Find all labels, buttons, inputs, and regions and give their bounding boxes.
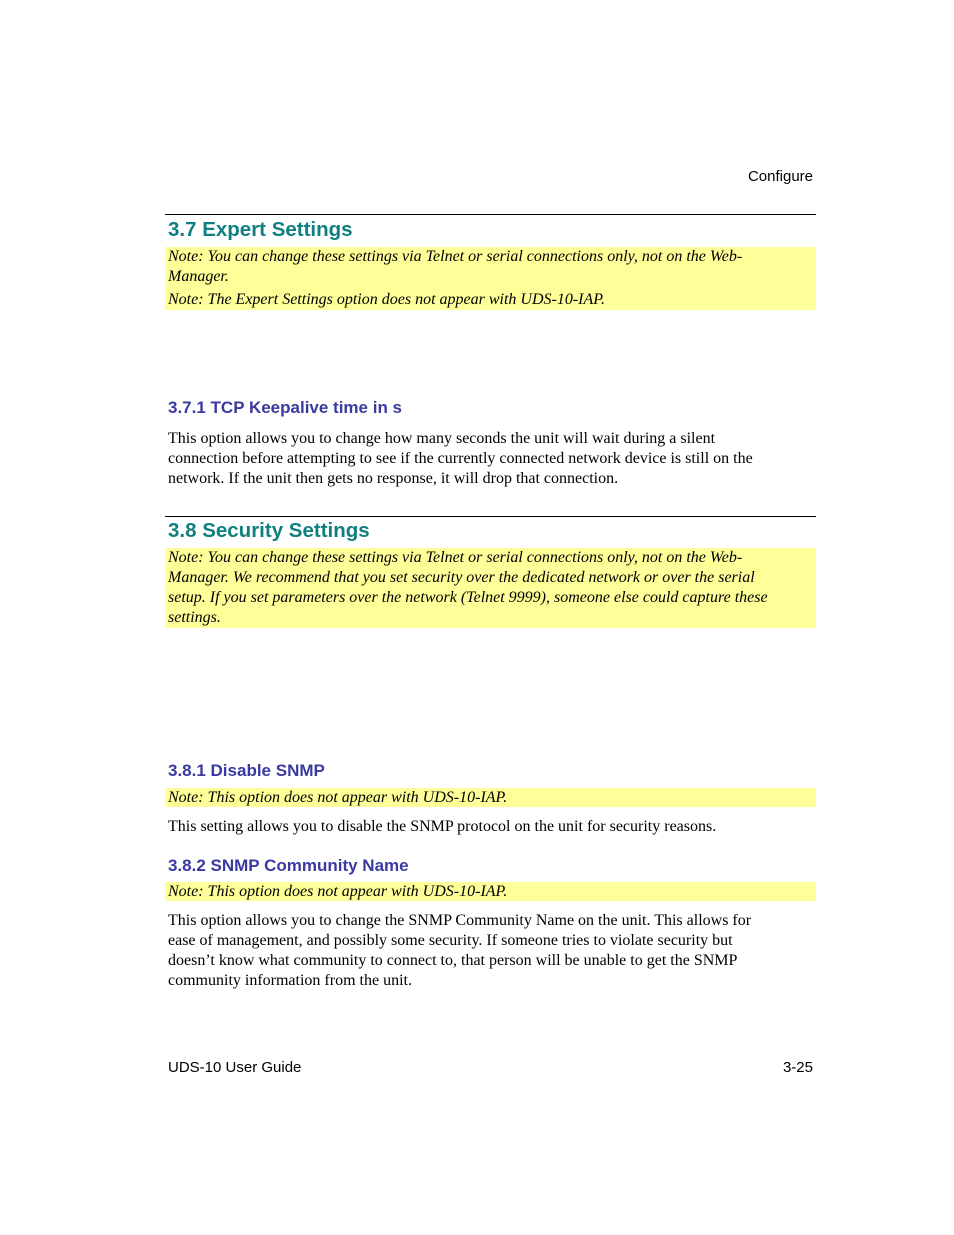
note-box-expert <box>165 247 816 310</box>
text-line: This option allows you to change how many seconds the unit will wait during a silent <box>168 430 716 447</box>
note-box-security <box>165 548 816 628</box>
note-line: Manager. <box>168 268 229 285</box>
footer-title: UDS-10 User Guide <box>168 1059 302 1076</box>
note-line: Manager. We recommend that you set security over the dedicated network or over the serial <box>168 569 755 586</box>
heading-expert-settings: 3.7 Expert Settings <box>168 218 353 241</box>
text-line: network. If the unit then gets no response, it will drop that connection. <box>168 470 619 487</box>
note-line: Note: This option does not appear with UDS-10-IAP. <box>168 883 508 900</box>
note-line: Note: You can change these settings via Telnet or serial connections only, not on the Web- <box>168 248 743 265</box>
heading-disable-snmp: 3.8.1 Disable SNMP <box>168 761 325 780</box>
note-line: Note: You can change these settings via Telnet or serial connections only, not on the Web- <box>168 549 743 566</box>
text-line: community information from the unit. <box>168 972 412 989</box>
text-line: ease of management, and possibly some security. If someone tries to violate security but <box>168 932 733 949</box>
running-header: Configure <box>747 168 813 185</box>
text-line: This setting allows you to disable the SNMP protocol on the unit for security reasons. <box>168 818 717 835</box>
heading-tcp-keepalive: 3.7.1 TCP Keepalive time in s <box>168 398 403 417</box>
heading-snmp-community-name: 3.8.2 SNMP Community Name <box>168 856 409 875</box>
note-line: Note: This option does not appear with UDS-10-IAP. <box>168 789 508 806</box>
note-box-community-name <box>165 882 816 901</box>
text-line: This option allows you to change the SNMP Community Name on the unit. This allows for <box>168 912 752 929</box>
note-box-disable-snmp <box>165 788 816 807</box>
section-divider <box>165 214 816 215</box>
paragraph-tcp-keepalive <box>168 429 816 489</box>
note-line: Note: The Expert Settings option does not appear with UDS-10-IAP. <box>168 291 605 308</box>
text-line: doesn’t know what community to connect to, that person will be unable to get the SNMP <box>168 952 738 969</box>
page-number: 3-25 <box>782 1059 813 1076</box>
text-line: connection before attempting to see if the currently connected network device is still on the <box>168 450 753 467</box>
paragraph-community-name <box>168 911 816 991</box>
heading-security-settings: 3.8 Security Settings <box>168 519 370 542</box>
paragraph-disable-snmp <box>168 817 816 837</box>
note-line: settings. <box>168 609 221 626</box>
note-line: setup. If you set parameters over the network (Telnet 9999), someone else could capture these <box>168 589 768 606</box>
